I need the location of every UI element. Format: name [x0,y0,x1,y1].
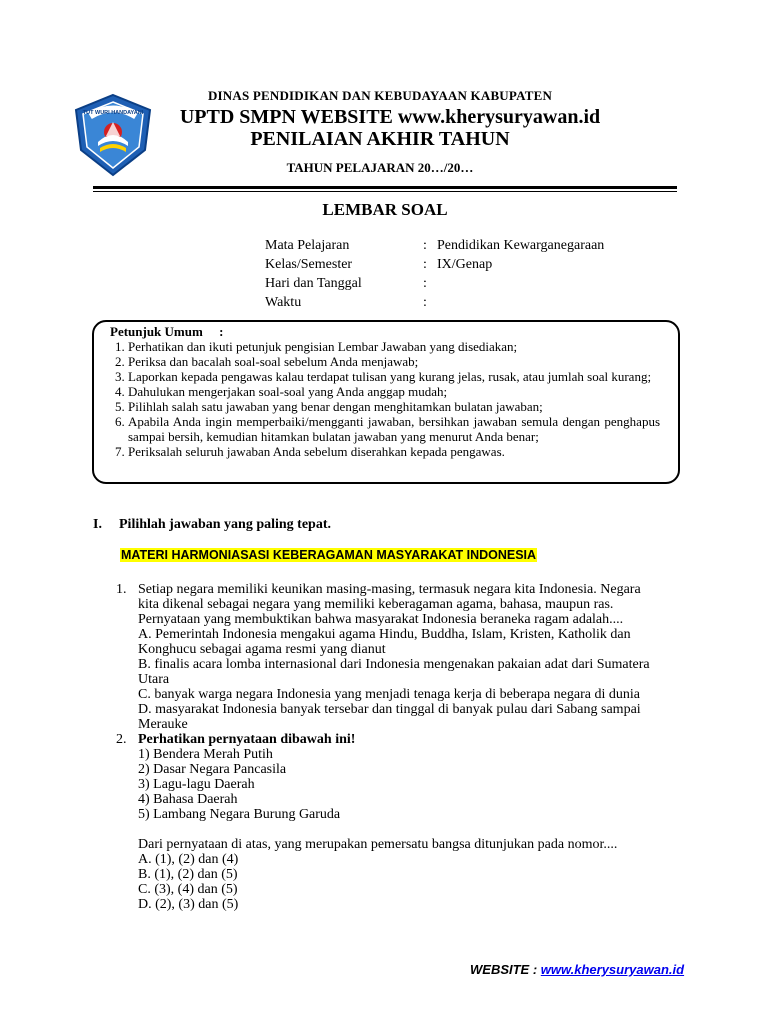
answer-option: D. (2), (3) dan (5) [138,897,239,912]
section-title: Pilihlah jawaban yang paling tepat. [119,517,331,532]
info-row-class [265,255,604,274]
statement-item: 3) Lagu-lagu Daerah [138,777,255,792]
info-colon: : [423,295,427,310]
question-body [138,732,664,912]
answer-option: D. masyarakat Indonesia banyak tersebar dan tinggal di banyak pulau dari Sabang sampai Merauke [138,702,641,732]
info-row-date [265,274,604,293]
general-instructions [110,324,660,459]
question-body [138,582,664,732]
statement-item: 5) Lambang Negara Burung Garuda [138,807,341,822]
instruction-item: 2. Periksa dan bacalah soal-soal sebelum Anda menjawab; [128,354,660,369]
statement-item: 4) Bahasa Daerah [138,792,238,807]
info-row-time [265,293,604,312]
info-label: Hari dan Tanggal [265,276,362,291]
instruction-item: 5. Pilihlah salah satu jawaban yang benar dengan menghitamkan bulatan jawaban; [128,399,660,414]
instruction-item: 3. Laporkan kepada pengawas kalau terdapat tulisan yang kurang jelas, rusak, atau jumlah soal kurang; [128,369,660,384]
instructions-title: Petunjuk Umum : [110,324,224,339]
footer [470,962,684,977]
section-number: I. [93,517,102,532]
header-divider-thick [93,186,677,189]
info-label: Kelas/Semester [265,257,353,272]
info-colon: : [423,257,427,272]
answer-option: A. Pemerintah Indonesia mengakui agama Hindu, Buddha, Islam, Kristen, Katholik dan Konghucu sebagai agama resmi yang dianut [138,627,631,657]
answer-option: C. banyak warga negara Indonesia yang menjadi tenaga kerja di beberapa negara di dunia [138,687,640,702]
answer-option: A. (1), (2) dan (4) [138,852,239,867]
question-text: Dari pernyataan di atas, yang merupakan pemersatu bangsa ditunjukan pada nomor.... [138,837,618,852]
header-exam-title: PENILAIAN AKHIR TAHUN [250,128,510,150]
info-value: Pendidikan Kewarganegaraan [437,238,605,253]
instructions-list [110,339,660,459]
info-label: Waktu [265,295,302,310]
page-title: LEMBAR SOAL [322,200,448,219]
topic-highlight: MATERI HARMONIASASI KEBERAGAMAN MASYARAKAT INDONESIA [121,548,537,562]
instruction-item: 4. Dahulukan mengerjakan soal-soal yang Anda anggap mudah; [128,384,660,399]
tut-wuri-handayani-logo [70,92,156,178]
header-agency: DINAS PENDIDIKAN DAN KEBUDAYAAN KABUPATEN [207,88,553,103]
question-heading: Perhatikan pernyataan dibawah ini! [138,732,356,747]
instruction-item: 1. Perhatikan dan ikuti petunjuk pengisian Lembar Jawaban yang disediakan; [128,339,660,354]
questions [116,582,664,912]
question-number: 2. [116,732,127,747]
question-2 [116,732,664,912]
exam-info [265,236,604,312]
answer-option: B. finalis acara lomba internasional dari Indonesia mengenakan pakaian adat dari Sumatera Utara [138,657,650,687]
info-row-subject [265,236,604,255]
info-colon: : [423,276,427,291]
info-value: IX/Genap [437,257,493,272]
section-heading [93,517,331,533]
logo-motto: TUT WURI HANDAYANI [82,110,144,116]
info-colon: : [423,238,427,253]
header-school: UPTD SMPN WEBSITE www.kherysuryawan.id [179,106,601,128]
footer-website-link[interactable]: www.kherysuryawan.id [540,962,685,977]
statement-item: 2) Dasar Negara Pancasila [138,762,287,777]
spacer [138,822,664,837]
statement-item: 1) Bendera Merah Putih [138,747,273,762]
answer-option: B. (1), (2) dan (5) [138,867,238,882]
instruction-item: 6. Apabila Anda ingin memperbaiki/mengganti jawaban, bersihkan jawaban semula dengan penghapus sampai bersih, kemudian hitamkan bulatan jawaban yang menurut Anda benar; [128,414,660,444]
header-academic-year: TAHUN PELAJARAN 20…/20… [286,160,474,175]
info-label: Mata Pelajaran [265,238,350,253]
question-text: Setiap negara memiliki keunikan masing-masing, termasuk negara kita Indonesia. Negara kita dikenal sebagai negara yang memiliki keberagaman agama, bahasa, maupun ras. Pernyataan yang membuktikan bahwa masyarakat Indonesia beraneka ragam adalah.... [138,582,641,627]
footer-label: WEBSITE : [470,962,541,977]
answer-option: C. (3), (4) dan (5) [138,882,238,897]
question-number: 1. [116,582,127,597]
header-divider-thin [93,191,677,192]
instruction-item: 7. Periksalah seluruh jawaban Anda sebelum diserahkan kepada pengawas. [128,444,660,459]
question-1 [116,582,664,732]
